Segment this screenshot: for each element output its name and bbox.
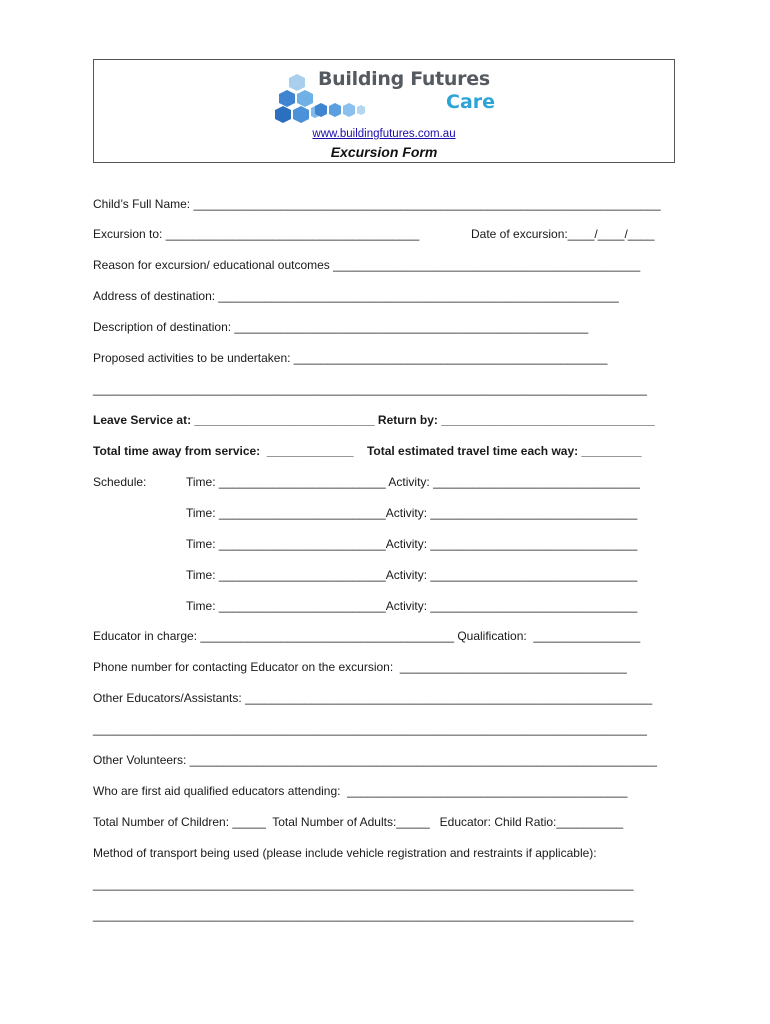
phone-number-field[interactable]: Phone number for contacting Educator on the excursion: __________________________________ [93, 660, 627, 674]
logo-text-building-futures: Building Futures [318, 68, 490, 90]
form-title: Excursion Form [330, 144, 438, 160]
leave-return-field[interactable]: Leave Service at: ___________________________ Return by: ________________________________ [93, 413, 655, 427]
first-aid-field[interactable]: Who are first aid qualified educators attending: __________________________________________ [93, 784, 628, 798]
totals-field[interactable]: Total Number of Children: _____ Total Number of Adults:_____ Educator: Child Ratio:__________ [93, 815, 624, 829]
childs-name-field[interactable]: Child’s Full Name: ______________________________________________________________________ [93, 197, 661, 211]
website-link[interactable]: www.buildingfutures.com.au [312, 128, 456, 140]
time-away-field[interactable]: Total time away from service: _____________ Total estimated travel time each way: _________ [93, 444, 642, 458]
transport-label: Method of transport being used (please include vehicle registration and restraints if applicable): [93, 846, 597, 860]
blank-line[interactable]: ___________________________________________________________________________________ [93, 722, 647, 736]
schedule-row[interactable]: Time: _________________________Activity: _______________________________ [186, 537, 638, 551]
schedule-row[interactable]: Time: _________________________ Activity: _______________________________ [186, 475, 640, 489]
reason-field[interactable]: Reason for excursion/ educational outcomes ______________________________________________ [93, 258, 641, 272]
schedule-row[interactable]: Time: _________________________Activity: _______________________________ [186, 506, 638, 520]
small-cubes-icon [315, 100, 367, 120]
hexagon-cubes-icon [275, 74, 319, 126]
blank-line[interactable]: _________________________________________________________________________________ [93, 908, 634, 922]
form-header-box [93, 59, 675, 163]
schedule-row[interactable]: Time: _________________________Activity: _______________________________ [186, 568, 638, 582]
description-field[interactable]: Description of destination: _____________________________________________________ [93, 320, 589, 334]
activities-field[interactable]: Proposed activities to be undertaken: _______________________________________________ [93, 351, 608, 365]
logo-text-care: Care [446, 91, 496, 113]
blank-line[interactable]: _________________________________________________________________________________ [93, 877, 634, 891]
blank-line[interactable]: ___________________________________________________________________________________ [93, 382, 647, 396]
schedule-label: Schedule: [93, 475, 147, 489]
excursion-to-field[interactable]: Excursion to: ______________________________________ [93, 227, 420, 241]
other-volunteers-field[interactable]: Other Volunteers: ______________________________________________________________________ [93, 753, 657, 767]
date-of-excursion-field[interactable]: Date of excursion:____/____/____ [471, 227, 655, 241]
educator-in-charge-field[interactable]: Educator in charge: ______________________________________ Qualification: ________________ [93, 629, 641, 643]
other-educators-field[interactable]: Other Educators/Assistants: _____________________________________________________________ [93, 691, 653, 705]
schedule-row[interactable]: Time: _________________________Activity: _______________________________ [186, 599, 638, 613]
address-field[interactable]: Address of destination: ____________________________________________________________ [93, 289, 619, 303]
company-logo [275, 66, 515, 130]
